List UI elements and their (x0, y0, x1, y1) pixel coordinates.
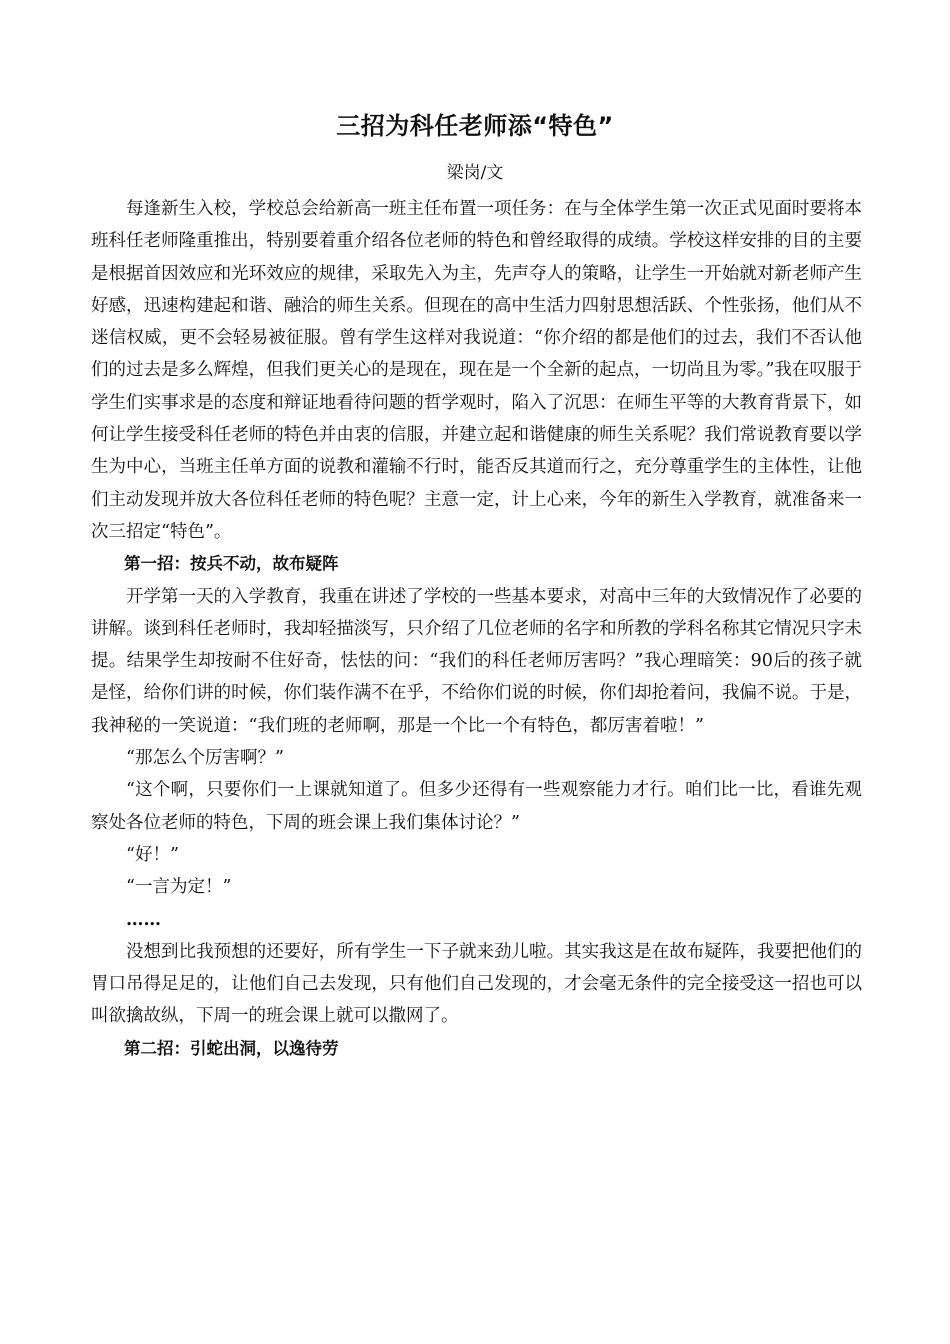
ellipsis-line: …… (126, 909, 161, 930)
paragraph-intro: 每逢新生入校，学校总会给新高一班主任布置一项任务：在与全体学生第一次正式见面时要将本班科任老师隆重推出，特别要着重介绍各位老师的特色和曾经取得的成绩。学校这样安排的目的主要是根据首因效应和光环效应的规律，采取先入为主，先声夺人的策略，让学生一开始就对新老师产生好感，迅速构建起和谐、融洽的师生关系。但现在的高中生活力四射思想活跃、个性张扬，他们从不迷信权威，更不会轻易被征服。曾有学生这样对我说道：“你介绍的都是他们的过去，我们不否认他们的过去是多么辉煌，但我们更关心的是现在，现在是一个全新的起点，一切尚且为零。”我在叹服于学生们实事求是的态度和辩证地看待问题的哲学观时，陷入了沉思：在师生平等的大教育背景下，如何让学生接受科任老师的特色并由衷的信服，并建立起和谐健康的师生关系呢？我们常说教育要以学生为中心，当班主任单方面的说教和灌输不行时，能否反其道而行之，充分尊重学生的主体性，让他们主动发现并放大各位科任老师的特色呢？主意一定，计上心来，今年的新生入学教育，就准备来一次三招定“特色”。 (91, 199, 862, 542)
article-title: 三招为科任老师添“特色” (336, 112, 614, 140)
dialogue-line: “这个啊，只要你们一上课就知道了。但多少还得有一些观察能力才行。咱们比一比，看谁先观察处各位老师的特色，下周的班会课上我们集体讨论？” (91, 780, 862, 833)
article-author: 梁岗/文 (446, 163, 504, 183)
article-body (91, 193, 862, 1065)
dialogue-line: “好！” (126, 844, 179, 865)
section-heading-2: 第二招：引蛇出洞，以逸待劳 (124, 1038, 339, 1058)
dialogue-line: “那怎么个厉害啊？” (126, 748, 284, 769)
dialogue-line: “一言为定！” (126, 877, 232, 898)
paragraph-first-day: 开学第一天的入学教育，我重在讲述了学校的一些基本要求，对高中三年的大致情况作了必要的讲解。谈到科任老师时，我却轻描淡写，只介绍了几位老师的名字和所教的学科名称其它情况只字未提。结果学生却按耐不住好奇，怯怯的问：“我们的科任老师厉害吗？”我心理暗笑：90后的孩子就是怪，给你们讲的时候，你们装作满不在乎，不给你们说的时候，你们却抢着问，我偏不说。于是，我神秘的一笑说道：“我们班的老师啊，那是一个比一个有特色，都厉害着啦！” (91, 586, 862, 736)
paragraph-reflection: 没想到比我预想的还要好，所有学生一下子就来劲儿啦。其实我这是在故布疑阵，我要把他们的胃口吊得足足的，让他们自己去发现，只有他们自己发现的，才会毫无条件的完全接受这一招也可以叫欲擒故纵，下周一的班会课上就可以撒网了。 (91, 941, 862, 1027)
section-heading-1: 第一招：按兵不动，故布疑阵 (124, 554, 339, 574)
